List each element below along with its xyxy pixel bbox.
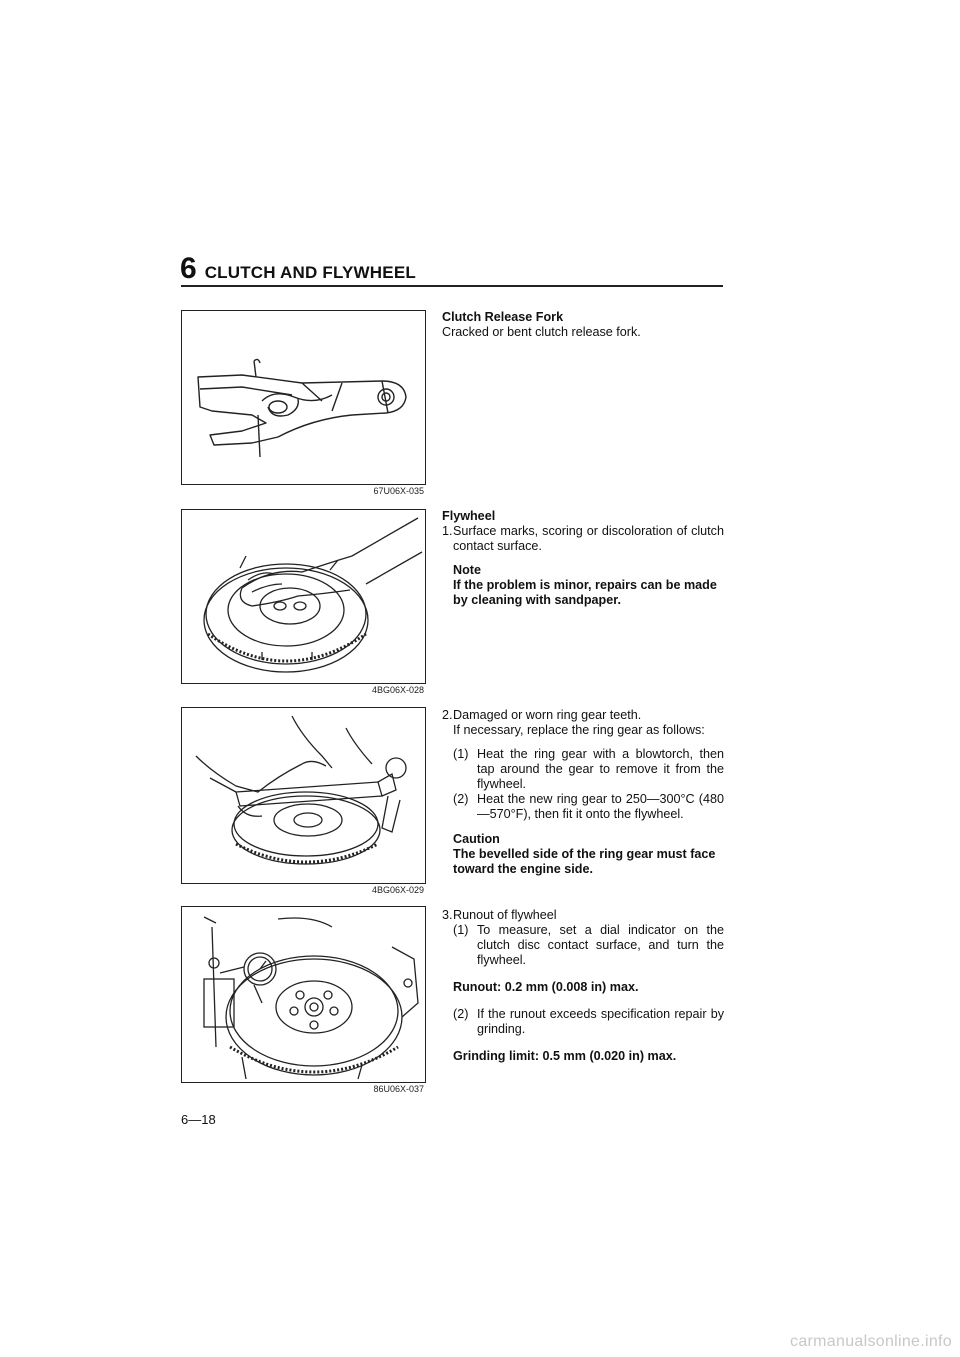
item-number: 3. [442,908,453,922]
step-text: If the runout exceeds specification repair by grinding. [477,1007,724,1036]
clutch-release-fork-illustration [181,310,426,485]
figure-code: 4BG06X-028 [371,685,424,695]
ring-gear-removal-illustration [181,707,426,884]
page-number: 6—18 [181,1112,216,1127]
item-text: Damaged or worn ring gear teeth. [453,708,642,722]
caution-text: The bevelled side of the ring gear must face toward the engine side. [453,847,716,876]
figure-code: 67U06X-035 [373,486,424,496]
caution-title: Caution [453,832,500,846]
step-number: (2) [453,792,469,806]
note-title: Note [453,563,481,577]
note-text: If the problem is minor, repairs can be made by cleaning with sandpaper. [453,578,717,607]
section-runout [442,908,724,1064]
chapter-number: 6 [180,252,197,285]
step-text: To measure, set a dial indicator on the clutch disc contact surface, and turn the flywheel. [477,923,724,967]
section-flywheel [442,509,724,608]
figure-code: 86U06X-037 [373,1084,424,1094]
item-subtext: If necessary, replace the ring gear as follows: [453,723,705,737]
section-title: Clutch Release Fork [442,310,564,324]
item-text: Surface marks, scoring or discoloration of clutch contact surface. [453,524,724,553]
runout-spec: Runout: 0.2 mm (0.008 in) max. [453,980,639,994]
item-text: Runout of flywheel [453,908,557,922]
item-number: 1. [442,524,453,538]
step-text: Heat the new ring gear to 250—300°C (480—570°F), then fit it onto the flywheel. [477,792,724,821]
step-number: (1) [453,923,469,937]
section-ring-gear [442,708,724,877]
section-title: Flywheel [442,509,496,523]
grinding-limit-spec: Grinding limit: 0.5 mm (0.020 in) max. [453,1049,677,1063]
step-number: (2) [453,1007,469,1021]
section-clutch-release-fork [442,310,724,340]
section-body: Cracked or bent clutch release fork. [442,325,641,339]
step-number: (1) [453,747,469,761]
chapter-header [180,254,416,284]
dial-indicator-runout-illustration [181,906,426,1083]
watermark: carmanualsonline.info [790,1333,952,1350]
step-text: Heat the ring gear with a blowtorch, then tap around the gear to remove it from the flywheel. [477,747,724,791]
item-number: 2. [442,708,453,722]
figure-code: 4BG06X-029 [371,885,424,895]
chapter-title: CLUTCH AND FLYWHEEL [204,263,416,282]
flywheel-cleaning-illustration [181,509,426,684]
header-rule [181,285,723,287]
